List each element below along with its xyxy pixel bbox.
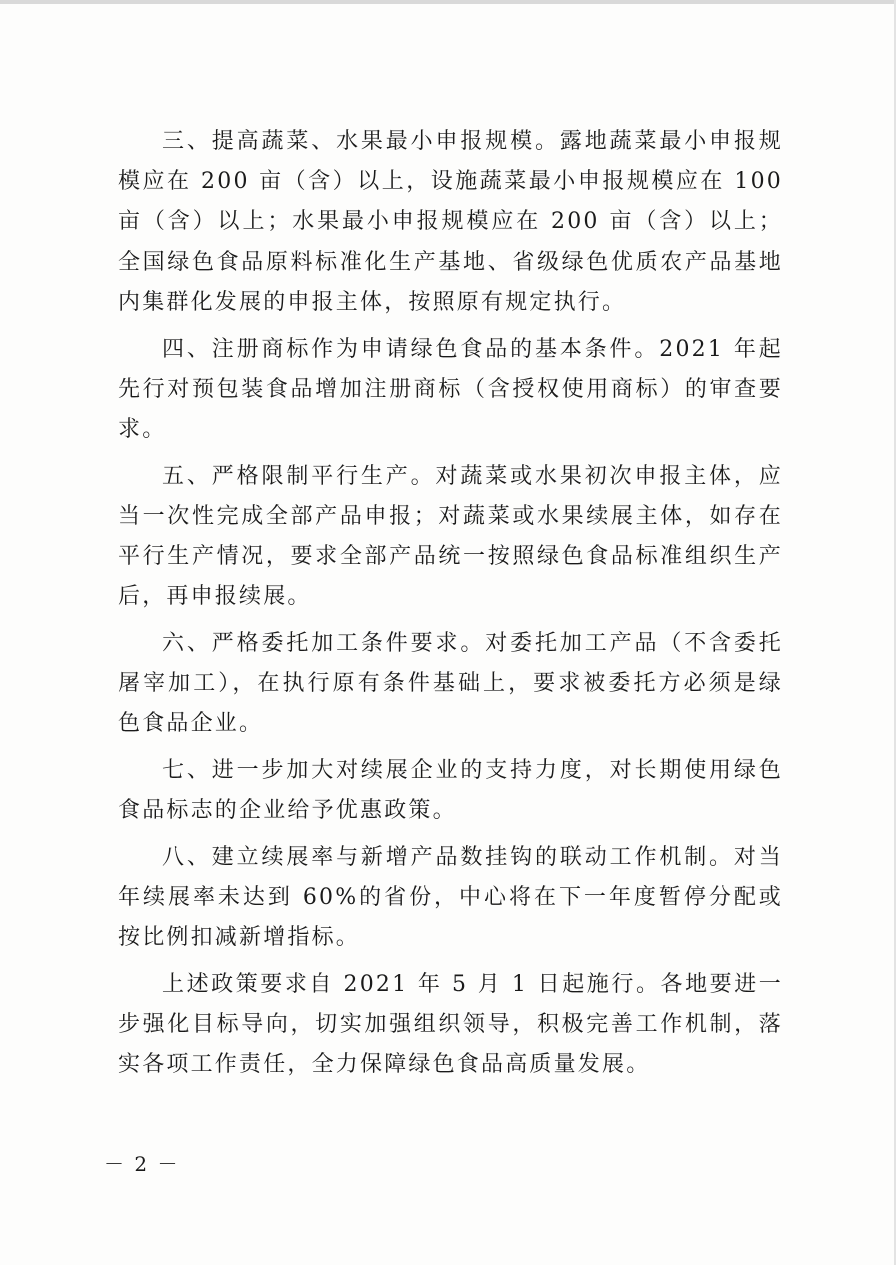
paragraph-3-vegetable-fruit-scale: 三、提高蔬菜、水果最小申报规模。露地蔬菜最小申报规模应在 200 亩（含）以上，设施蔬菜最小申报规模应在 100 亩（含）以上；水果最小申报规模应在 200 亩（含）以上；全国绿色食品原料标准化生产基地、省级绿色优质农产品基地内集群化发展的申报主体，按照原有规定执行。 <box>118 129 783 315</box>
page-number: － 2 － <box>104 1152 180 1176</box>
paragraph-5-parallel-production: 五、严格限制平行生产。对蔬菜或水果初次申报主体，应当一次性完成全部产品申报；对蔬菜或水果续展主体，如存在平行生产情况，要求全部产品统一按照绿色食品标准组织生产后，再申报续展。 <box>118 463 783 610</box>
paragraph-8-renewal-rate-mechanism: 八、建立续展率与新增产品数挂钩的联动工作机制。对当年续展率未达到 60%的省份，中心将在下一年度暂停分配或按比例扣减新增指标。 <box>118 844 783 951</box>
page-top-edge <box>0 0 896 4</box>
paragraph-4-registered-trademark: 四、注册商标作为申请绿色食品的基本条件。2021 年起先行对预包装食品增加注册商标（含授权使用商标）的审查要求。 <box>118 336 783 442</box>
document-body <box>118 122 783 1092</box>
paragraph-7-renewal-support: 七、进一步加大对续展企业的支持力度，对长期使用绿色食品标志的企业给予优惠政策。 <box>118 758 783 824</box>
paragraph-6-commissioned-processing: 六、严格委托加工条件要求。对委托加工产品（不含委托屠宰加工），在执行原有条件基础上，要求被委托方必须是绿色食品企业。 <box>118 630 783 737</box>
paragraph-effective-date: 上述政策要求自 2021 年 5 月 1 日起施行。各地要进一步强化目标导向，切实加强组织领导，积极完善工作机制，落实各项工作责任，全力保障绿色食品高质量发展。 <box>118 972 783 1078</box>
